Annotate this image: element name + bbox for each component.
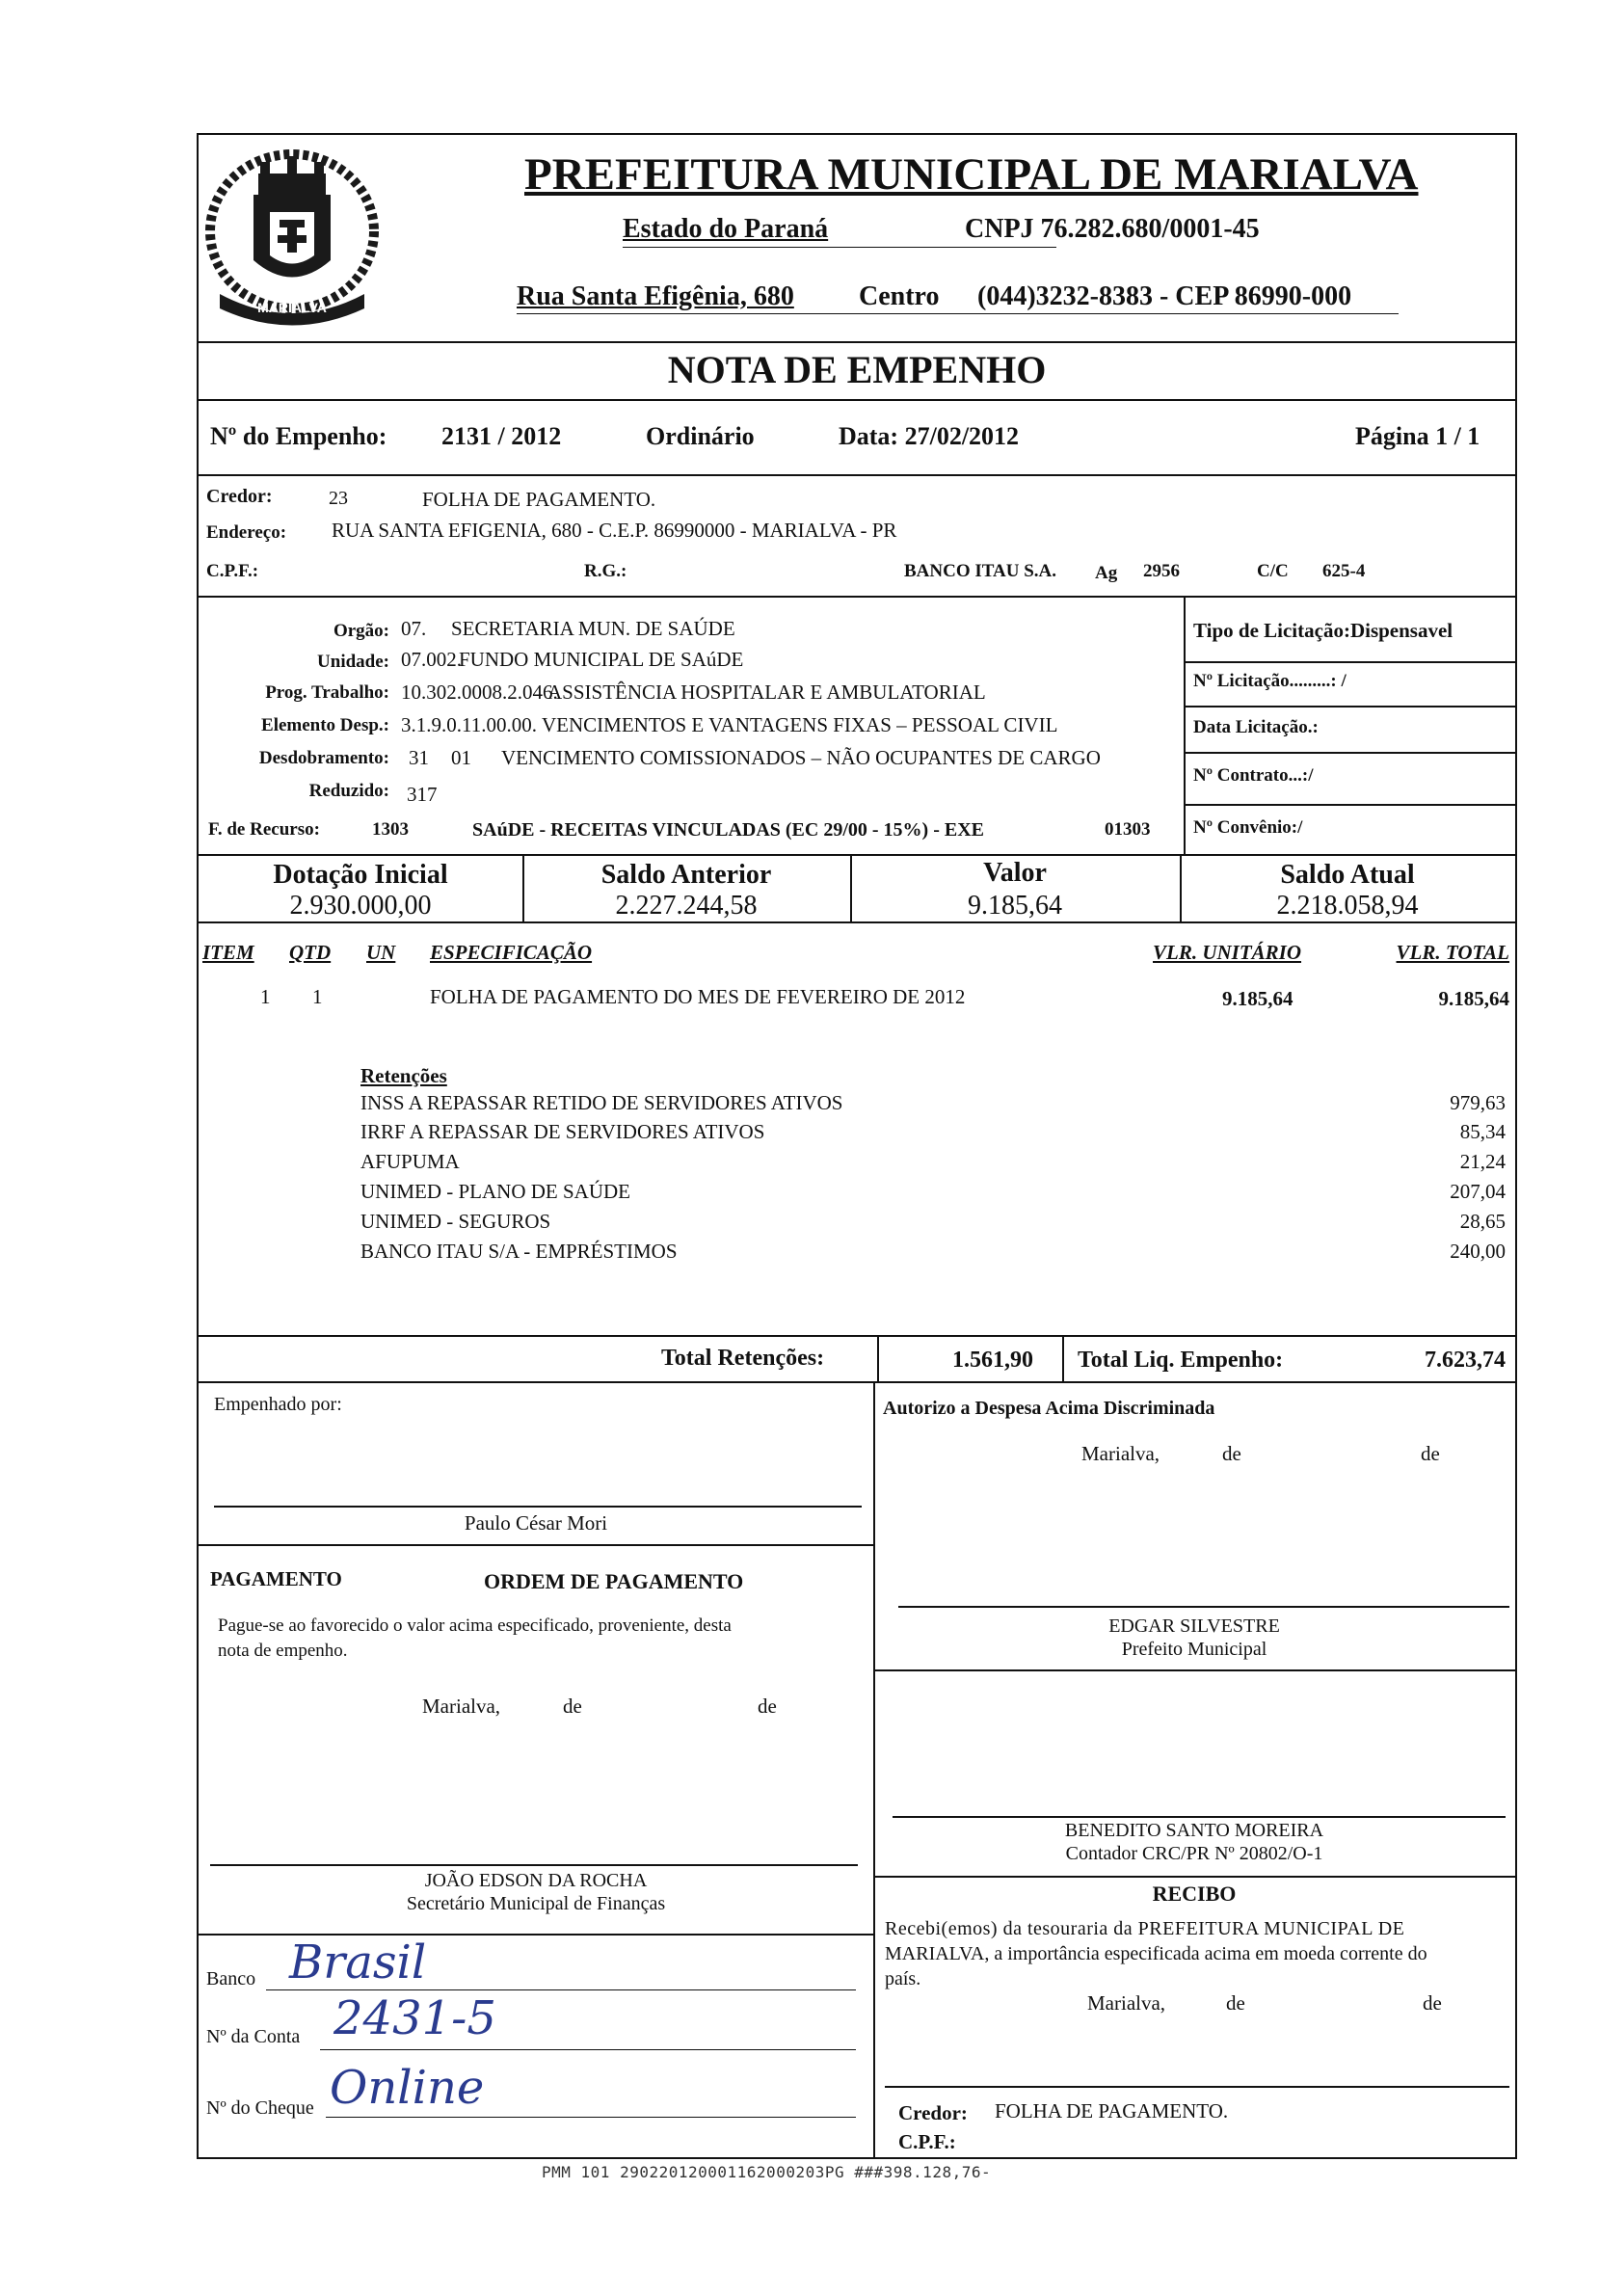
retencao-value: 240,00 [1450, 1240, 1506, 1263]
orgao-label: Orgão: [333, 621, 389, 641]
credor-ag: 2956 [1143, 561, 1180, 581]
elemento-code: 3.1.9.0.11.00.00. [401, 713, 537, 736]
retencoes-title: Retenções [360, 1064, 447, 1087]
credor-cc: 625-4 [1322, 561, 1366, 581]
col-item: ITEM [202, 941, 254, 964]
orgao-code: 07. [401, 617, 427, 640]
numero-convenio: Nº Convênio:/ [1193, 817, 1303, 838]
unidade-code: 07.002. [401, 648, 462, 671]
desdobramento-a: 31 [409, 746, 429, 769]
empenhado-name: Paulo César Mori [464, 1511, 608, 1535]
dotacao-value: 2.930.000,00 [289, 891, 432, 921]
col-vlr-unitario: VLR. UNITÁRIO [1153, 941, 1302, 964]
secretario-name: JOÃO EDSON DA ROCHA [424, 1870, 648, 1891]
recibo-title: RECIBO [1152, 1882, 1237, 1906]
header-district: Centro [859, 281, 940, 311]
item-number: 1 [260, 985, 271, 1008]
contador-title: Contador CRC/PR Nº 20802/O-1 [1065, 1843, 1323, 1864]
prefeito-title: Prefeito Municipal [1121, 1639, 1267, 1660]
retencao-desc: UNIMED - PLANO DE SAÚDE [360, 1180, 630, 1203]
credor-address: RUA SANTA EFIGENIA, 680 - C.E.P. 86990000 - MARIALVA - PR [332, 519, 897, 542]
item-unit: 9.185,64 [1222, 987, 1293, 1010]
total-retencoes-label: Total Retenções: [661, 1346, 825, 1371]
doc-title: NOTA DE EMPENHO [667, 348, 1047, 391]
autorizo-label: Autorizo a Despesa Acima Discriminada [883, 1398, 1215, 1419]
pagamento-de1: de [563, 1695, 582, 1718]
pagamento-marialva: Marialva, [422, 1695, 501, 1718]
retencao-value: 85,34 [1459, 1120, 1506, 1143]
autorizo-marialva: Marialva, [1081, 1442, 1160, 1465]
data-licitacao: Data Licitação.: [1193, 717, 1319, 737]
recibo-cpf-label: C.P.F.: [898, 2130, 956, 2153]
saldo-anterior-label: Saldo Anterior [600, 860, 772, 890]
retencao-desc: INSS A REPASSAR RETIDO DE SERVIDORES ATIVOS [360, 1091, 843, 1114]
item-desc: FOLHA DE PAGAMENTO DO MES DE FEVEREIRO DE 2012 [430, 985, 966, 1008]
cheque-handwriting: Online [330, 2061, 485, 2115]
orgao-name: SECRETARIA MUN. DE SAÚDE [451, 617, 735, 640]
tipo-licitacao: Tipo de Licitação:Dispensavel [1193, 619, 1453, 642]
credor-name: FOLHA DE PAGAMENTO. [422, 488, 656, 511]
elemento-label: Elemento Desp.: [261, 715, 389, 735]
recibo-marialva: Marialva, [1087, 1991, 1166, 2015]
header-cnpj: CNPJ 76.282.680/0001-45 [965, 214, 1260, 244]
saldo-atual-value: 2.218.058,94 [1276, 891, 1419, 921]
desdobramento-label: Desdobramento: [258, 748, 389, 768]
prog-label: Prog. Trabalho: [265, 682, 389, 703]
col-un: UN [366, 941, 396, 964]
pagamento-de2: de [758, 1695, 777, 1718]
recurso-code2: 01303 [1105, 819, 1151, 840]
numero-contrato: Nº Contrato...:/ [1193, 765, 1314, 786]
prog-code: 10.302.0008.2.046. [401, 681, 558, 704]
ordem-pagamento-label: ORDEM DE PAGAMENTO [484, 1569, 744, 1593]
reduzido-label: Reduzido: [308, 781, 389, 801]
autorizo-de2: de [1421, 1442, 1440, 1465]
recibo-credor-name: FOLHA DE PAGAMENTO. [995, 2099, 1229, 2122]
recibo-line3: país. [885, 1968, 921, 1989]
autorizo-de1: de [1222, 1442, 1241, 1465]
empenhado-label: Empenhado por: [214, 1394, 342, 1415]
header-address: Rua Santa Efigênia, 680 [517, 281, 794, 311]
recurso-label: F. de Recurso: [208, 819, 320, 840]
empenho-type: Ordinário [646, 422, 755, 450]
conta-label: Nº da Conta [206, 2026, 301, 2047]
banco-label: Banco [206, 1968, 256, 1989]
valor-label: Valor [983, 858, 1047, 888]
recurso-name: SAúDE - RECEITAS VINCULADAS (EC 29/00 - 15%) - EXE [472, 819, 984, 841]
credor-bank: BANCO ITAU S.A. [904, 561, 1057, 581]
empenho-number: 2131 / 2012 [441, 422, 562, 450]
valor-value: 9.185,64 [968, 891, 1062, 921]
recibo-de2: de [1423, 1991, 1442, 2015]
item-qtd: 1 [312, 985, 323, 1008]
desdobramento-b: 01 [451, 746, 471, 769]
retencao-desc: IRRF A REPASSAR DE SERVIDORES ATIVOS [360, 1120, 765, 1143]
credor-cpf-label: C.P.F.: [206, 561, 259, 581]
total-retencoes-value: 1.561,90 [952, 1348, 1033, 1373]
page-number: Página 1 / 1 [1355, 422, 1480, 450]
credor-code: 23 [329, 488, 348, 509]
dotacao-label: Dotação Inicial [273, 860, 448, 890]
empenho-label: Nº do Empenho: [210, 422, 387, 450]
total-liquido-label: Total Liq. Empenho: [1078, 1348, 1284, 1373]
header-phone-cep: (044)3232-8383 - CEP 86990-000 [977, 281, 1352, 311]
retencao-value: 21,24 [1459, 1150, 1506, 1173]
pague-se-line1: Pague-se ao favorecido o valor acima especificado, proveniente, desta [218, 1615, 732, 1636]
retencao-desc: AFUPUMA [360, 1150, 460, 1173]
empenho-date: Data: 27/02/2012 [839, 422, 1020, 450]
prefeito-name: EDGAR SILVESTRE [1108, 1615, 1280, 1637]
credor-ag-label: Ag [1095, 563, 1118, 583]
header-state: Estado do Paraná [623, 214, 829, 244]
desdobramento-name: VENCIMENTO COMISSIONADOS – NÃO OCUPANTES DE CARGO [501, 746, 1101, 769]
recibo-line2: MARIALVA, a importância especificada acima em moeda corrente do [885, 1943, 1427, 1964]
retencao-value: 207,04 [1450, 1180, 1506, 1203]
contador-name: BENEDITO SANTO MOREIRA [1064, 1820, 1324, 1841]
secretario-title: Secretário Municipal de Finanças [406, 1893, 666, 1914]
recibo-credor-label: Credor: [898, 2101, 968, 2124]
endereco-label: Endereço: [206, 522, 287, 543]
credor-rg-label: R.G.: [584, 561, 627, 581]
col-qtd: QTD [289, 941, 332, 964]
cheque-label: Nº do Cheque [206, 2097, 314, 2119]
total-liquido-value: 7.623,74 [1425, 1348, 1506, 1373]
retencao-desc: UNIMED - SEGUROS [360, 1210, 551, 1233]
pague-se-line2: nota de empenho. [218, 1641, 348, 1661]
col-vlr-total: VLR. TOTAL [1396, 941, 1509, 964]
saldo-atual-label: Saldo Atual [1280, 860, 1415, 890]
unidade-label: Unidade: [317, 652, 389, 672]
item-total: 9.185,64 [1438, 987, 1509, 1010]
retencao-desc: BANCO ITAU S/A - EMPRÉSTIMOS [360, 1240, 678, 1263]
retencao-value: 979,63 [1450, 1091, 1506, 1114]
saldo-anterior-value: 2.227.244,58 [615, 891, 758, 921]
banco-handwriting: Brasil [289, 1936, 427, 1989]
col-especificacao: ESPECIFICAÇÃO [430, 941, 593, 964]
numero-licitacao: Nº Licitação.........: / [1193, 671, 1347, 691]
credor-label: Credor: [206, 486, 273, 507]
credor-cc-label: C/C [1257, 561, 1289, 581]
svg-text:MARIALVA: MARIALVA [257, 300, 327, 315]
footer-stamp: PMM 101 290220120001162000203PG ###398.128,76- [542, 2163, 992, 2181]
reduzido-value: 317 [407, 783, 438, 806]
retencao-value: 28,65 [1459, 1210, 1506, 1233]
recurso-code: 1303 [372, 819, 409, 840]
nota-empenho-form [197, 133, 1517, 2159]
pagamento-label: PAGAMENTO [210, 1567, 342, 1590]
recibo-line1: Recebi(emos) da tesouraria da PREFEITURA MUNICIPAL DE [885, 1918, 1405, 1939]
unidade-name: FUNDO MUNICIPAL DE SAúDE [459, 648, 744, 671]
prog-name: ASSISTÊNCIA HOSPITALAR E AMBULATORIAL [547, 681, 986, 704]
header-title: PREFEITURA MUNICIPAL DE MARIALVA [524, 149, 1419, 200]
conta-handwriting: 2431-5 [333, 1991, 496, 2045]
recibo-de1: de [1226, 1991, 1245, 2015]
elemento-name: VENCIMENTOS E VANTAGENS FIXAS – PESSOAL CIVIL [542, 713, 1058, 736]
